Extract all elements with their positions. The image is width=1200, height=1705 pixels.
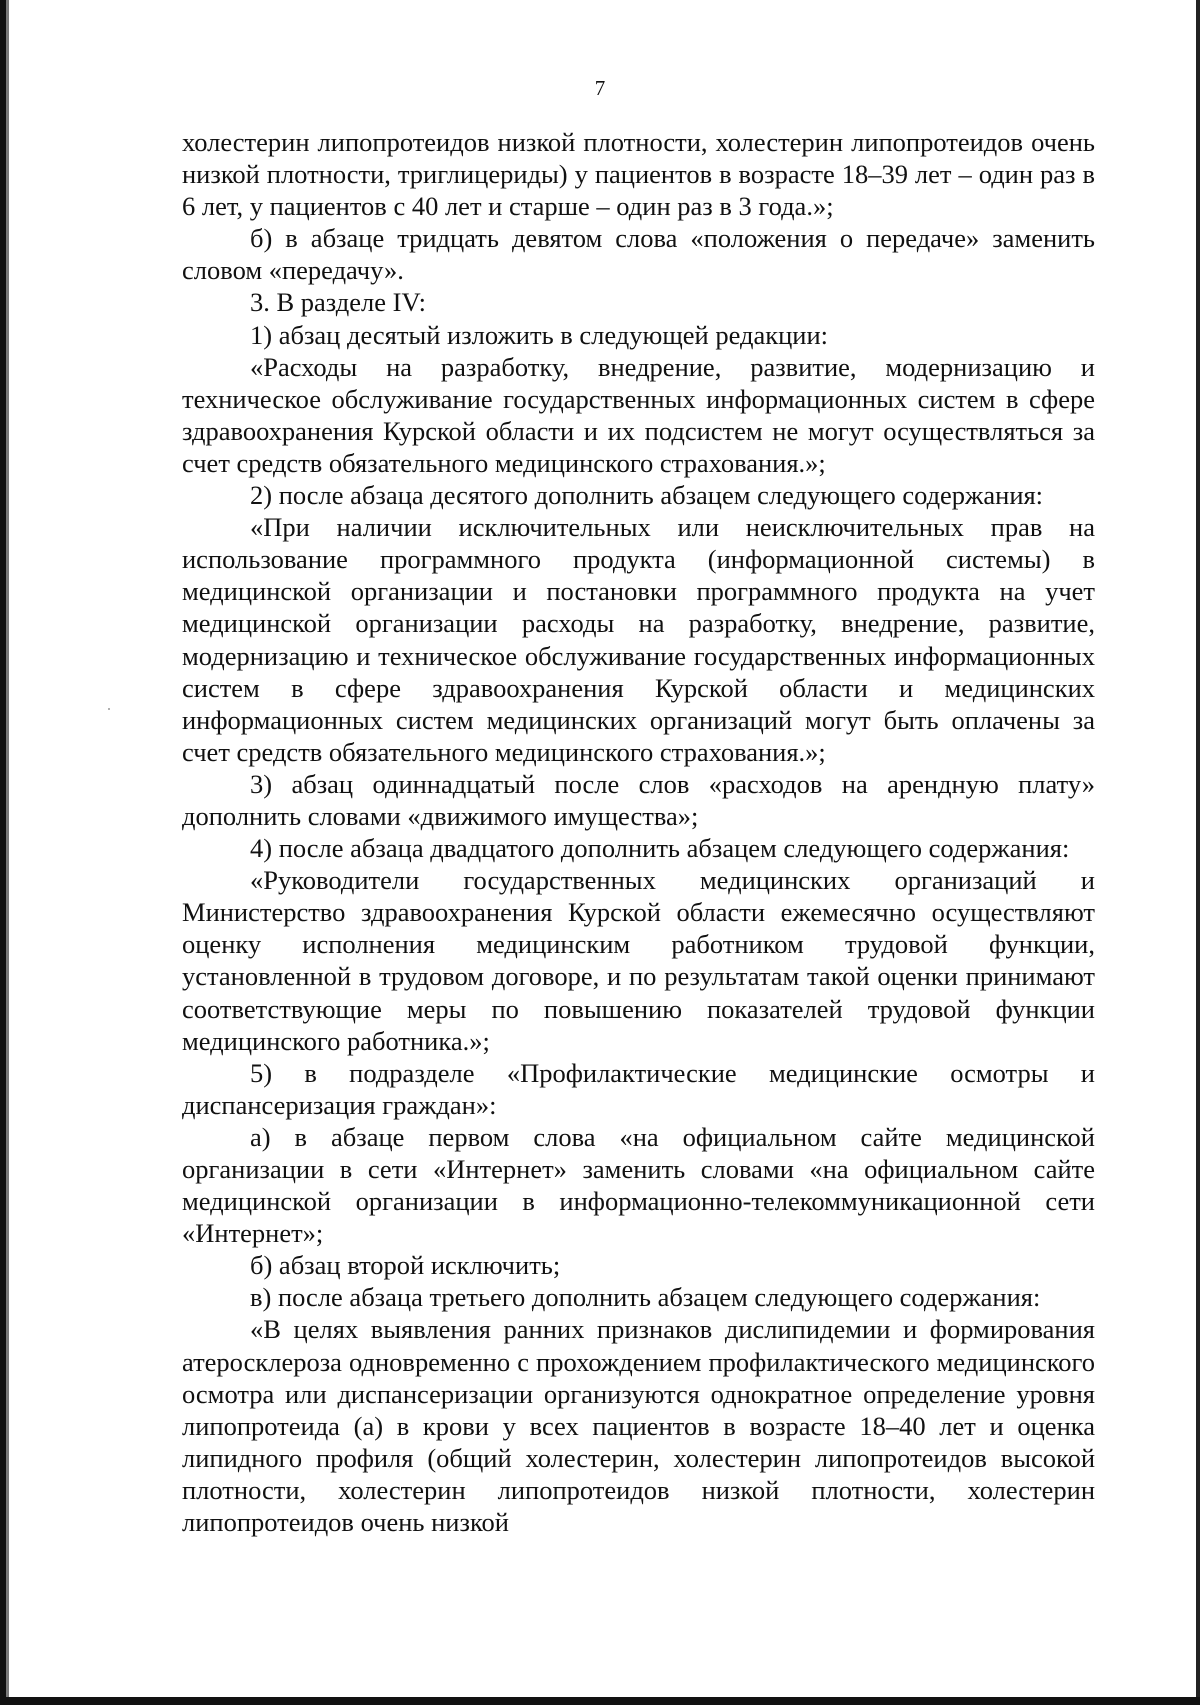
paragraph-quote-dyslipidemia: «В целях выявления ранних признаков дислипидемии и формирования атеросклероза одновременно с прохождением профилактического медицинского осмотра или диспансеризации организуются однократное определение уровня липопротеида (а) в крови у всех пациентов в возрасте 18–40 лет и оценка липидного профиля (общий холестерин, холестерин липопротеидов высокой плотности, холестерин липопротеидов низкой плотности, холестерин липопротеидов очень низкой (182, 1314, 1095, 1538)
page-number: 7 (594, 76, 606, 100)
scan-edge-left-shadow (6, 0, 9, 1705)
paragraph-item-3: 3) абзац одиннадцатый после слов «расходов на арендную плату» дополнить словами «движимого имущества»; (182, 768, 1095, 831)
paragraph-item-b-39: б) в абзаце тридцать девятом слова «положения о передаче» заменить словом «передачу». (182, 223, 1095, 286)
paragraph-quote-heads: «Руководители государственных медицинских организаций и Министерство здравоохранения Курской области ежемесячно осуществляют оценку исполнения медицинским работником трудовой функции, установленной в трудовом договоре, и по результатам такой оценки принимают соответствующие меры по повышению показателей трудовой функции медицинского работника.»; (182, 865, 1095, 1056)
paragraph-item-v: в) после абзаца третьего дополнить абзацем следующего содержания: (250, 1282, 1041, 1313)
paragraph-item-a: а) в абзаце первом слова «на официальном сайте медицинской организации в сети «Интернет» заменить словами «на официальном сайте медицинской организации в информационно-телекоммуникационной сети «Интернет»; (182, 1121, 1095, 1249)
document-body (182, 126, 1095, 1538)
paragraph-section-iv: 3. В разделе IV: (250, 287, 427, 318)
paragraph-item-5: 5) в подразделе «Профилактические медицинские осмотры и диспансеризация граждан»: (182, 1057, 1095, 1120)
scan-edge-bottom (0, 1697, 1200, 1705)
paragraph-quote-expenses: «Расходы на разработку, внедрение, развитие, модернизацию и техническое обслуживание государственных информационных систем в сфере здравоохранения Курской области и их подсистем не могут осуществляться за счет средств обязательного медицинского страхования.»; (182, 351, 1095, 478)
paragraph-continuation: холестерин липопротеидов низкой плотности, холестерин липопротеидов очень низкой плотности, триглицериды) у пациентов в возрасте 18–39 лет – один раз в 6 лет, у пациентов с 40 лет и старше – один раз в 3 года.»; (182, 127, 1095, 222)
paragraph-item-b: б) абзац второй исключить; (250, 1250, 561, 1281)
scan-speck (108, 708, 110, 710)
paragraph-quote-rights: «При наличии исключительных или неисключительных прав на использование программного продукта (информационной системы) в медицинской организации и постановки программного продукта на учет медицинской организации расходы на разработку, внедрение, развитие, модернизацию и техническое обслуживание государственных информационных систем в сфере здравоохранения Курской области и медицинских информационных систем медицинских организаций могут быть оплачены за счет средств обязательного медицинского страхования.»; (182, 512, 1095, 767)
paragraph-item-2: 2) после абзаца десятого дополнить абзацем следующего содержания: (250, 480, 1044, 511)
paragraph-item-1: 1) абзац десятый изложить в следующей редакции: (250, 319, 829, 350)
paragraph-item-4: 4) после абзаца двадцатого дополнить абзацем следующего содержания: (250, 833, 1070, 864)
scan-edge-right (1196, 0, 1200, 1705)
